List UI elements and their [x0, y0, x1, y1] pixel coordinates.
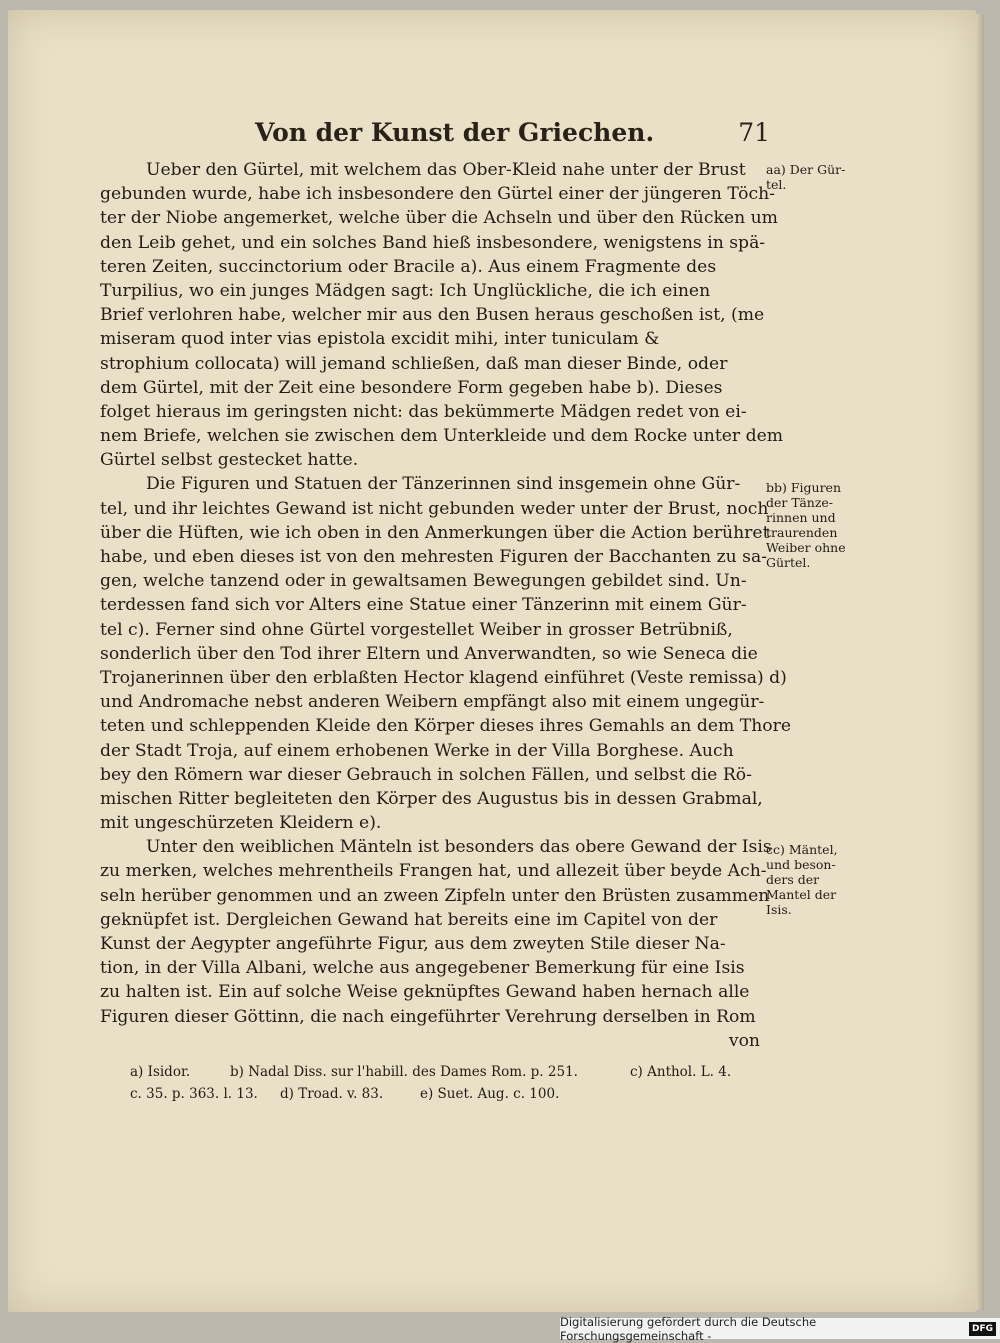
text-line: gen, welche tanzend oder in gewaltsamen Bewegungen gebildet sind. Un- — [100, 571, 747, 592]
text-line: tion, in der Villa Albani, welche aus angegebener Bemerkung für eine Isis — [100, 958, 745, 979]
text-line: terdessen fand sich vor Alters eine Statue einer Tänzerinn mit einem Gür- — [100, 595, 747, 616]
text-line: Brief verlohren habe, welcher mir aus den Busen heraus geschoßen ist, (me — [100, 305, 765, 326]
text-line: teren Zeiten, succinctorium oder Bracile a). Aus einem Fragmente des — [100, 256, 717, 277]
text-line: nem Briefe, welchen sie zwischen dem Unterkleide und dem Rocke unter dem — [100, 426, 784, 447]
footnote-row — [130, 1061, 770, 1083]
page-header — [255, 118, 770, 152]
note-line: rinnen und — [766, 510, 836, 525]
text-line: habe, und eben dieses ist von den mehresten Figuren der Bacchanten zu sa- — [100, 547, 768, 567]
text-line: miseram quod inter vias epistola excidit mihi, inter tuniculam & — [100, 329, 660, 350]
text-line: Die Figuren und Statuen der Tänzerinnen sind insgemein ohne Gür- — [146, 474, 741, 495]
text-line: Figuren dieser Göttinn, die nach eingeführter Verehrung derselben in Rom — [100, 1006, 756, 1027]
footnote-b: b) Nadal Diss. sur l'habill. des Dames Rom. p. 251. — [230, 1064, 578, 1080]
text-line: dem Gürtel, mit der Zeit eine besondere Form gegeben habe b). Dieses — [100, 377, 723, 398]
text-line: teten und schleppenden Kleide den Körper dieses ihres Gemahls an dem Thore — [100, 716, 792, 737]
text-line: gebunden wurde, habe ich insbesondere den Gürtel einer der jüngeren Töch- — [100, 184, 775, 205]
footnote-c-continued: c. 35. p. 363. l. 13. — [130, 1086, 258, 1102]
text-line: geknüpfet ist. Dergleichen Gewand hat bereits eine im Capitel von der — [100, 909, 718, 930]
note-line: aa) Der Gür- — [766, 162, 846, 177]
text-line: der Stadt Troja, auf einem erhobenen Werke in der Villa Borghese. Auch — [100, 740, 734, 761]
text-line: tel, und ihr leichtes Gewand ist nicht gebunden weder unter der Brust, noch — [100, 498, 769, 519]
note-line: Gürtel. — [766, 555, 811, 570]
note-line: Weiber ohne — [766, 540, 846, 555]
page-edge — [976, 14, 984, 1310]
footnote-a: a) Isidor. — [130, 1064, 191, 1080]
text-line: strophium collocata) will jemand schließen, daß man dieser Binde, oder — [100, 353, 728, 374]
footnotes — [130, 1061, 770, 1105]
note-line: der Tänze- — [766, 495, 834, 510]
note-line: Mantel der — [766, 887, 837, 902]
text-line: Ueber den Gürtel, mit welchem das Ober-Kleid nahe unter der Brust — [146, 160, 746, 180]
text-line: zu halten ist. Ein auf solche Weise geknüpftes Gewand haben hernach alle — [100, 982, 750, 1003]
note-line: cc) Mäntel, — [766, 842, 838, 857]
text-line: und Andromache nebst anderen Weibern empfängt also mit einem ungegür- — [100, 692, 765, 713]
text-line: den Leib gehet, und ein solches Band hieß insbesondere, wenigstens in spä- — [100, 232, 766, 253]
text-line: Unter den weiblichen Mänteln ist besonders das obere Gewand der Isis — [146, 837, 772, 858]
footnote-e: e) Suet. Aug. c. 100. — [420, 1086, 560, 1102]
note-line: tel. — [766, 177, 787, 192]
text-line: über die Hüften, wie ich oben in den Anmerkungen über die Action berühret — [100, 522, 770, 543]
text-line: zu merken, welches mehrentheils Frangen hat, und allezeit über beyde Ach- — [100, 861, 767, 882]
text-line: mischen Ritter begleiteten den Körper des Augustus bis in dessen Grabmal, — [100, 788, 763, 809]
note-line: traurenden — [766, 525, 838, 540]
running-title: Von der Kunst der Griechen. — [255, 118, 655, 147]
text-line: mit ungeschürzeten Kleidern e). — [100, 813, 382, 834]
text-line: bey den Römern war dieser Gebrauch in solchen Fällen, und selbst die Rö- — [100, 764, 752, 785]
dfg-logo: DFG — [969, 1322, 996, 1336]
page-number: 71 — [738, 118, 770, 147]
text-line: seln herüber genommen und an zween Zipfeln unter den Brüsten zusammen — [100, 885, 770, 906]
note-line: bb) Figuren — [766, 480, 841, 495]
text-line: ter der Niobe angemerket, welche über die Achseln und über den Rücken um — [100, 208, 778, 229]
margin-note-cc — [766, 842, 864, 917]
text-line: Kunst der Aegypter angeführte Figur, aus dem zweyten Stile dieser Na- — [100, 934, 726, 954]
text-line: sonderlich über den Tod ihrer Eltern und Anverwandten, so wie Seneca die — [100, 643, 758, 664]
footnote-row — [130, 1083, 770, 1105]
text-line: Turpilius, wo ein junges Mädgen sagt: Ich Unglückliche, die ich einen — [100, 280, 711, 301]
text-line: folget hieraus im geringsten nicht: das bekümmerte Mädgen redet von ei- — [100, 401, 747, 422]
note-line: Isis. — [766, 902, 792, 917]
funding-footer — [560, 1314, 1000, 1343]
funding-text: Digitalisierung gefördert durch die Deutsche Forschungsgemeinschaft - — [560, 1314, 817, 1343]
text-line: Gürtel selbst gestecket hatte. — [100, 450, 359, 471]
margin-note-aa — [766, 162, 864, 192]
body-text — [100, 158, 792, 1053]
footnote-c: c) Anthol. L. 4. — [630, 1064, 732, 1080]
catchword: von — [728, 1030, 760, 1051]
margin-note-bb — [766, 480, 864, 570]
note-line: ders der — [766, 872, 820, 887]
footnote-d: d) Troad. v. 83. — [280, 1086, 384, 1102]
text-line: tel c). Ferner sind ohne Gürtel vorgestellet Weiber in grosser Betrübniß, — [100, 619, 733, 640]
text-line: Trojanerinnen über den erblaßten Hector klagend einführet (Veste remissa) d) — [100, 667, 787, 688]
note-line: und beson- — [766, 857, 836, 872]
